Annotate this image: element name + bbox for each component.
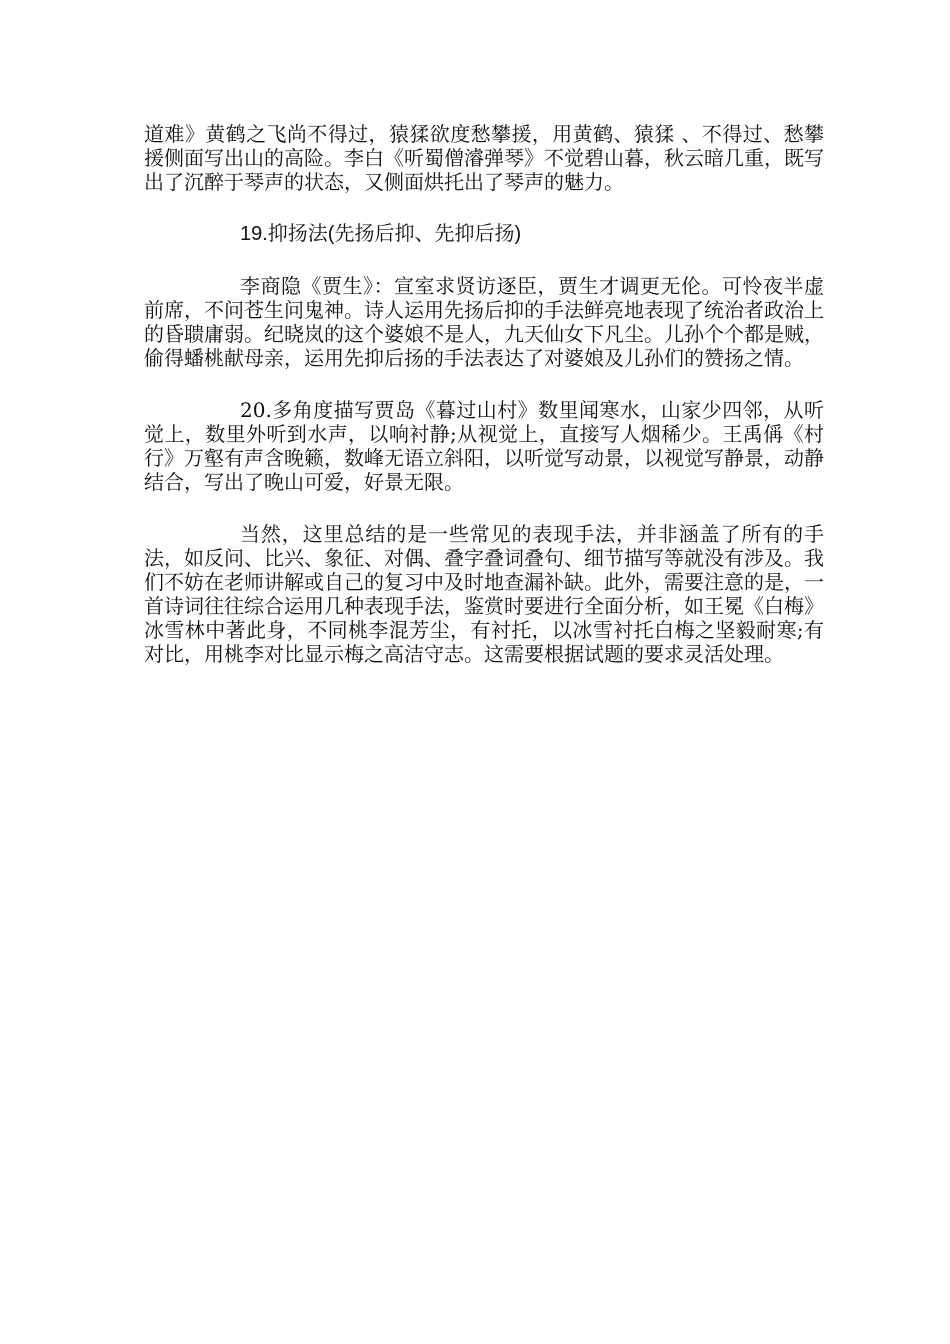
paragraph-conclusion: 当然，这里总结的是一些常见的表现手法，并非涵盖了所有的手法，如反问、比兴、象征、对偶、叠字叠词叠句、细节描写等就没有涉及。我们不妨在老师讲解或自己的复习中及时地查漏补缺。此外，需要注意的是，一首诗词往往综合运用几种表现手法，鉴赏时要进行全面分析，如王冕《白梅》冰雪林中著此身，不同桃李混芳尘，有衬托，以冰雪衬托白梅之坚毅耐寒;有对比，用桃李对比显示梅之高洁守志。这需要根据试题的要求灵活处理。 [144,522,824,666]
paragraph-section-20: 20.多角度描写贾岛《暮过山村》数里闻寒水，山家少四邻，从听觉上，数里外听到水声，以响衬静;从视觉上，直接写人烟稀少。王禹偁《村行》万壑有声含晚籁，数峰无语立斜阳，以听觉写动景，以视觉写静景，动静结合，写出了晚山可爱，好景无限。 [144,398,824,494]
paragraph-jiasheng: 李商隐《贾生》：宣室求贤访逐臣，贾生才调更无伦。可怜夜半虚前席，不问苍生问鬼神。诗人运用先扬后抑的手法鲜亮地表现了统治者政治上的昏聩庸弱。纪晓岚的这个婆娘不是人，九天仙女下凡尘。儿孙个个都是贼，偷得蟠桃献母亲，运用先抑后扬的手法表达了对婆娘及儿孙们的赞扬之情。 [144,274,824,370]
section-heading-19: 19.抑扬法(先扬后抑、先抑后扬) [240,223,522,245]
paragraph-continuation: 道难》黄鹤之飞尚不得过，猿猱欲度愁攀援，用黄鹤、猿猱 、不得过、愁攀援侧面写出山的高险。李白《听蜀僧濬弹琴》不觉碧山暮，秋云暗几重，既写出了沉醉于琴声的状态，又侧面烘托出了琴声的魅力。 [144,122,824,194]
document-body [144,122,824,694]
